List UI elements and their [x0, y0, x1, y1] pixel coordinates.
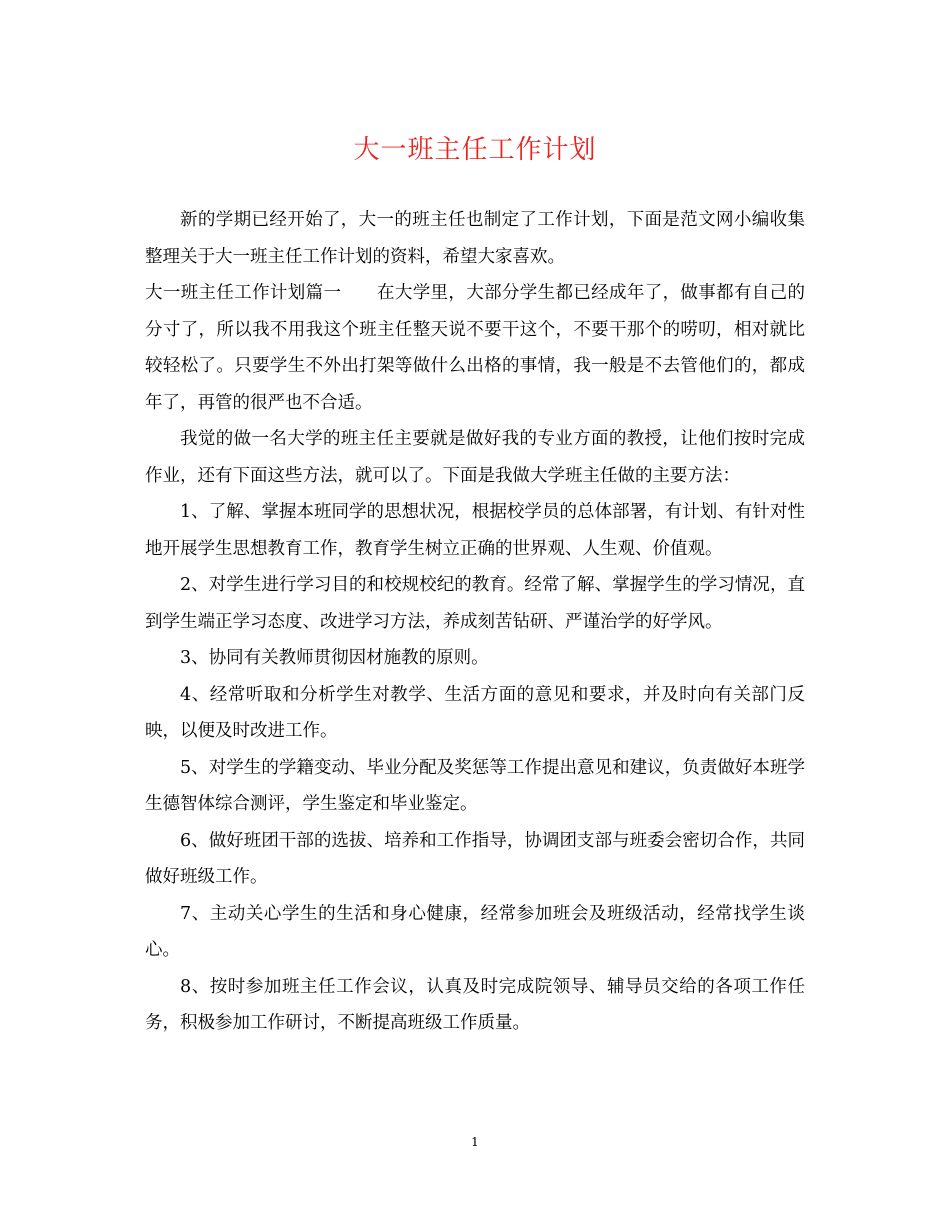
- document-body: [145, 202, 805, 1042]
- paragraph-intro: 新的学期已经开始了，大一的班主任也制定了工作计划，下面是范文网小编收集整理关于大一班主任工作计划的资料，希望大家喜欢。: [145, 210, 805, 267]
- list-item-8: 8、按时参加班主任工作会议，认真及时完成院领导、辅导员交给的各项工作任务，积极参加工作研讨，不断提高班级工作质量。: [145, 976, 805, 1033]
- paragraph-plan-one: 大一班主任工作计划篇一 在大学里，大部分学生都已经成年了，做事都有自己的分寸了，所以我不用我这个班主任整天说不要干这个，不要干那个的唠叨，相对就比较轻松了。只要学生不外出打架等做什么出格的事情，我一般是不去管他们的，都成年了，再管的很严也不合适。: [145, 283, 805, 413]
- list-item-7: 7、主动关心学生的生活和身心健康，经常参加班会及班级活动，经常找学生谈心。: [145, 903, 805, 960]
- list-item-4: 4、经常听取和分析学生对教学、生活方面的意见和要求，并及时向有关部门反映，以便及时改进工作。: [145, 684, 805, 741]
- page-title: 大一班主任工作计划: [353, 135, 597, 165]
- list-item-6: 6、做好班团干部的选拔、培养和工作指导，协调团支部与班委会密切合作，共同做好班级工作。: [145, 830, 805, 887]
- paragraph-methods-intro: 我觉的做一名大学的班主任主要就是做好我的专业方面的教授，让他们按时完成作业，还有下面这些方法，就可以了。下面是我做大学班主任做的主要方法：: [145, 429, 805, 486]
- list-item-1: 1、了解、掌握本班同学的思想状况，根据校学员的总体部署，有计划、有针对性地开展学生思想教育工作，教育学生树立正确的世界观、人生观、价值观。: [145, 502, 805, 559]
- list-item-2: 2、对学生进行学习目的和校规校纪的教育。经常了解、掌握学生的学习情况，直到学生端正学习态度、改进学习方法，养成刻苦钻研、严谨治学的好学风。: [145, 575, 805, 632]
- list-item-5: 5、对学生的学籍变动、毕业分配及奖惩等工作提出意见和建议，负责做好本班学生德智体综合测评，学生鉴定和毕业鉴定。: [145, 757, 805, 814]
- page-number: 1: [471, 1135, 479, 1149]
- list-item-3: 3、协同有关教师贯彻因材施教的原则。: [180, 648, 489, 668]
